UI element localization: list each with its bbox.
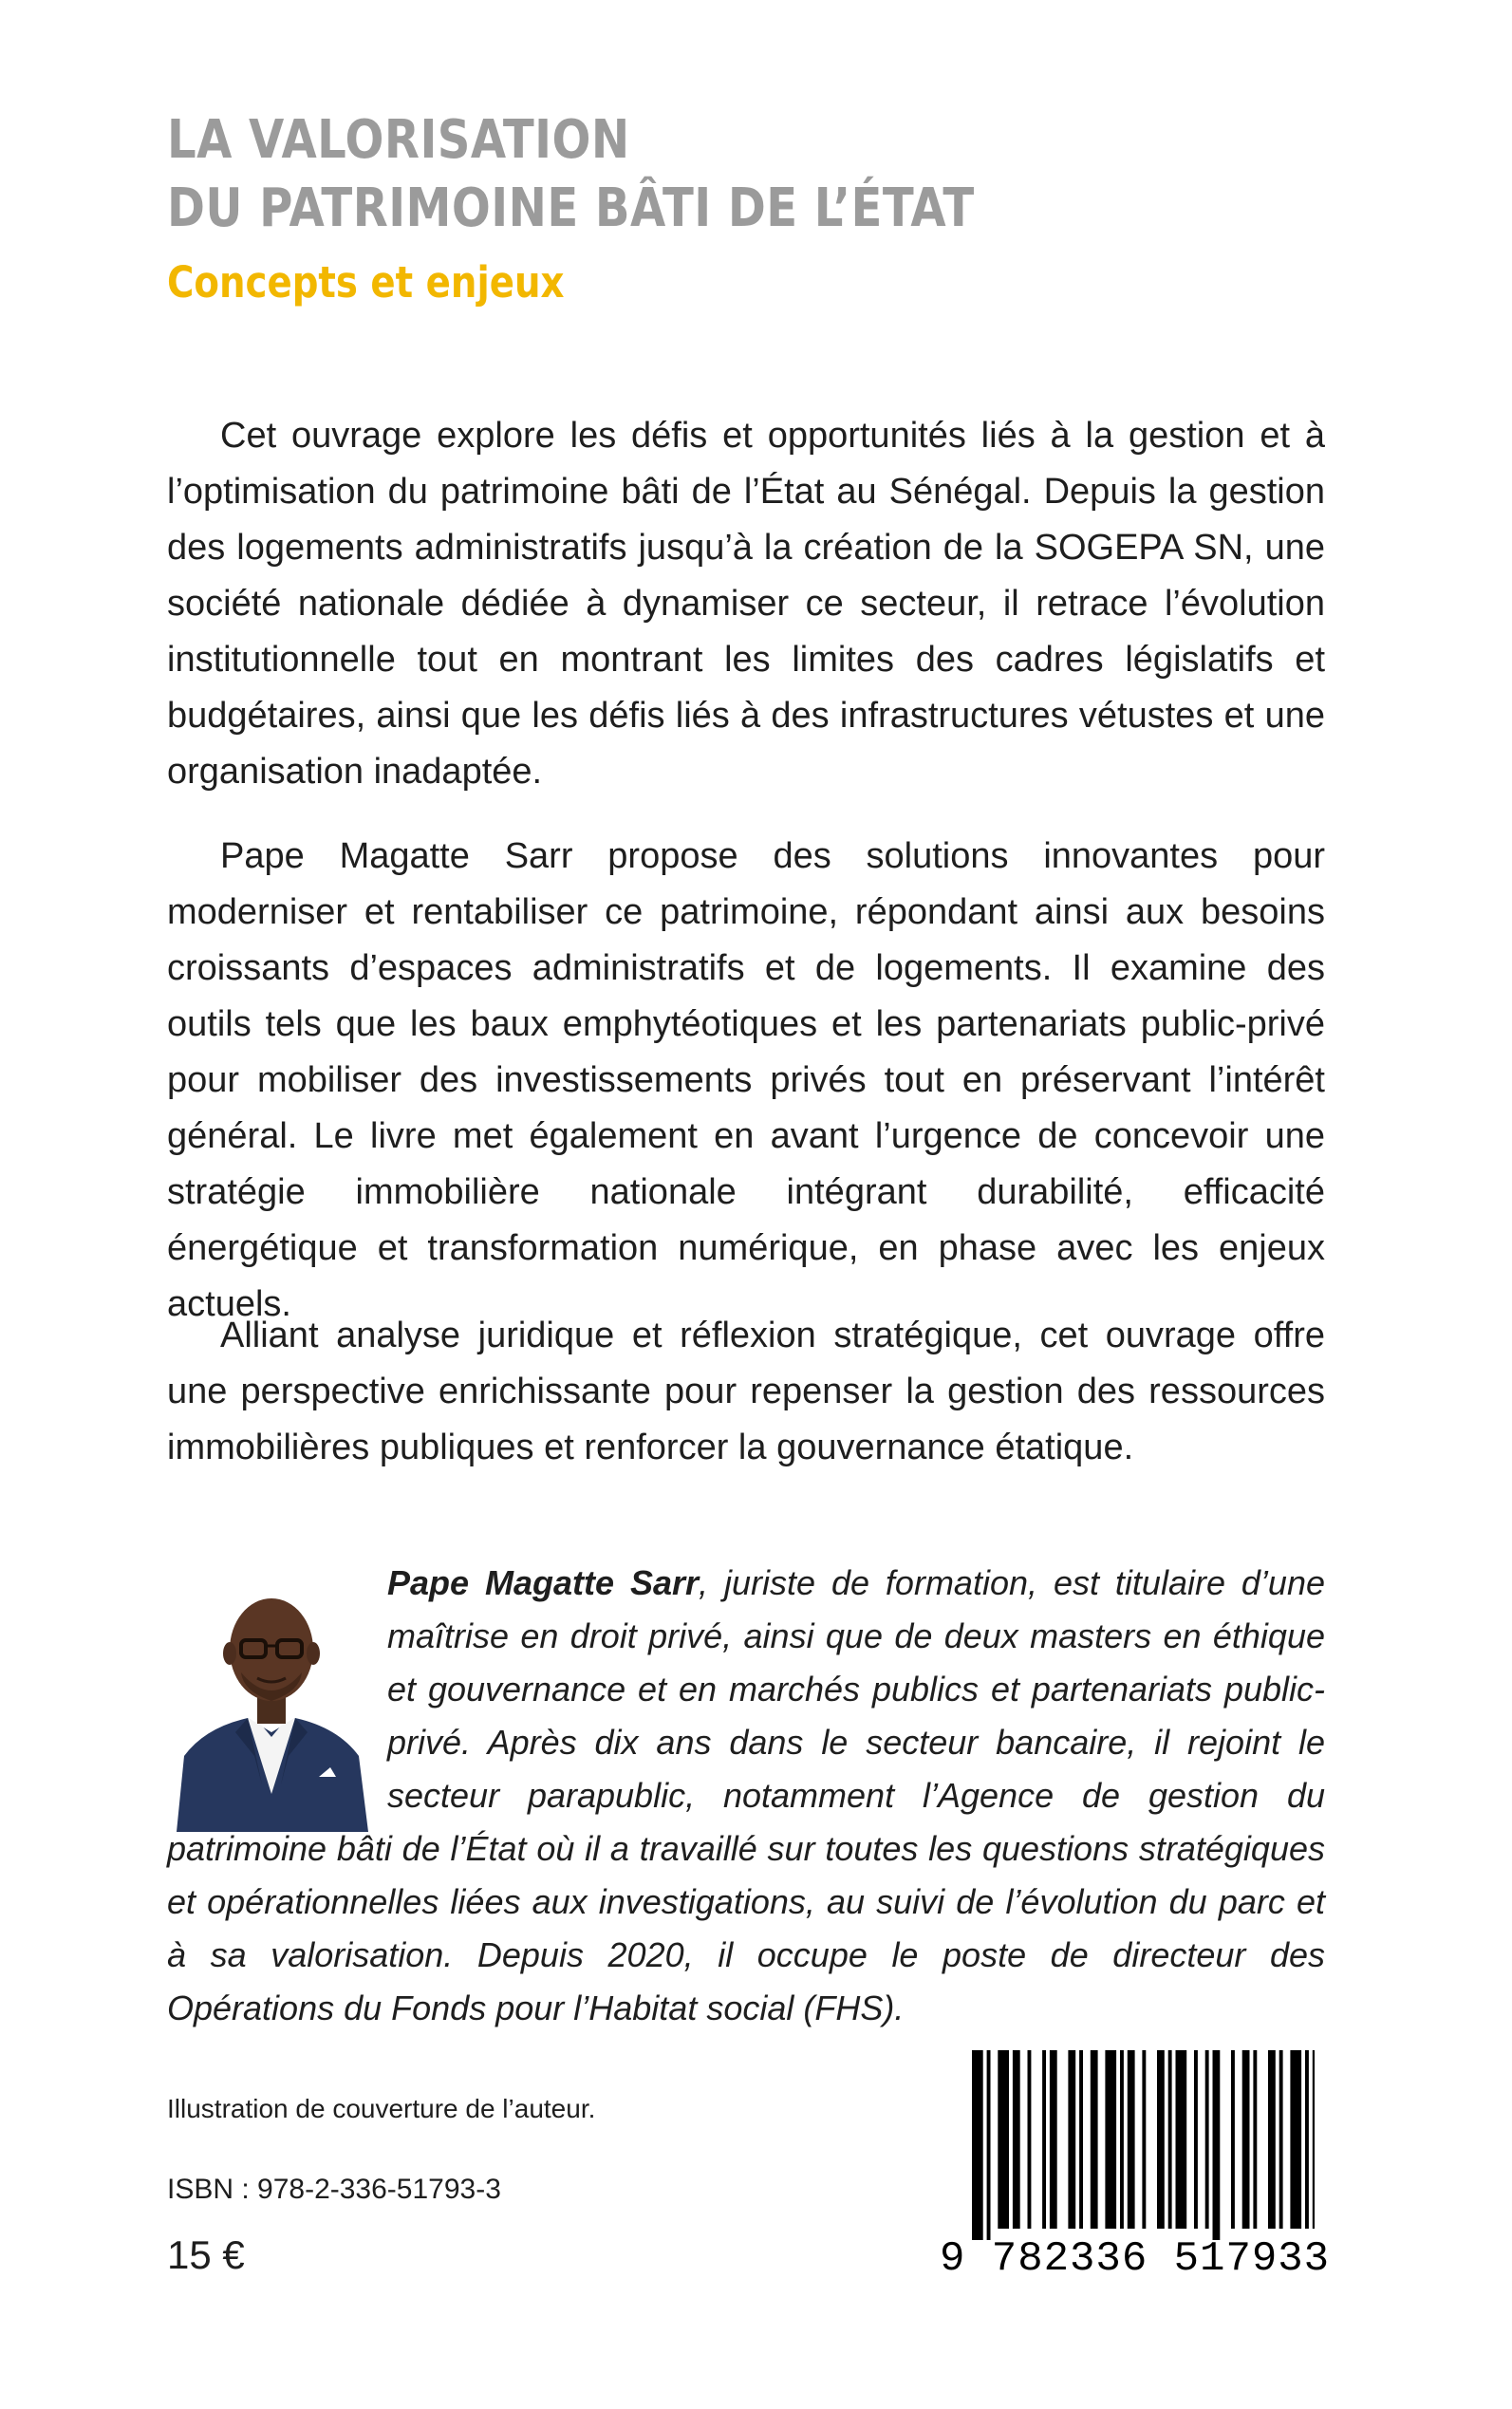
barcode-bar — [1290, 2050, 1301, 2229]
book-title-line-1: LA VALORISATION — [167, 109, 630, 171]
barcode-bar — [972, 2050, 983, 2240]
barcode-bar — [1213, 2050, 1221, 2240]
barcode-bar — [1128, 2050, 1135, 2229]
barcode-bar — [1079, 2050, 1083, 2229]
barcode-bar — [1042, 2050, 1046, 2229]
barcode-bar — [1068, 2050, 1075, 2229]
price: 15 € — [167, 2232, 245, 2277]
barcode-bar — [1313, 2050, 1315, 2229]
barcode-bar — [1205, 2050, 1209, 2229]
barcode-bar — [1013, 2050, 1020, 2229]
book-title-line-2: DU PATRIMOINE BÂTI DE L’ÉTAT — [167, 177, 975, 239]
barcode-bar — [1176, 2050, 1187, 2229]
barcode-bar — [1105, 2050, 1116, 2229]
summary-paragraph-3: Alliant analyse juridique et réflexion stratégique, cet ouvrage offre une perspective enrichissante pour repenser la gestion des ressources immobilières publiques et renforcer la gouvernance étatique. — [167, 1316, 1325, 1467]
barcode-bar — [1194, 2050, 1198, 2229]
barcode-bar — [1168, 2050, 1172, 2229]
barcode-bar — [1242, 2050, 1250, 2229]
barcode-bar — [1279, 2050, 1283, 2229]
author-bio-text: , juriste de formation, est titulaire d’une maîtrise en droit privé, ainsi que de deux masters en éthique et gouvernance et en marchés publics et partenariats public-privé. Après dix ans dans le secteur bancaire, il rejoint le secteur parapublic, notamment l’Agence de gestion du patrimoine bâti de l’État où il a travaillé sur toutes les questions stratégiques et opérationnelles liées aux investigations, au suivi de l’évolution du parc et à sa valorisation. Depuis 2020, il occupe le poste de directeur des Opérations du Fonds pour l’Habitat social (FHS). — [167, 1563, 1325, 2027]
barcode-bar — [1305, 2050, 1309, 2229]
book-subtitle: Concepts et enjeux — [167, 257, 565, 308]
summary-paragraph-1: Cet ouvrage explore les défis et opportunités liés à la gestion et à l’optimisation du patrimoine bâti de l’État au Sénégal. Depuis la gestion des logements administratifs jusqu’à la création de la SOGEPA SN, une société nationale dédiée à dynamiser ce secteur, il retrace l’évolution institutionnelle tout en montrant les limites des cadres législatifs et budgétaires, ainsi que les défis liés à des infrastructures vétustes et une organisation inadaptée. — [167, 416, 1325, 792]
barcode-bar — [1120, 2050, 1124, 2229]
author-name: Pape Magatte Sarr — [387, 1563, 700, 1602]
cover-credit: Illustration de couverture de l’auteur. — [167, 2094, 596, 2123]
barcode-bar — [1268, 2050, 1276, 2229]
barcode-bar — [1050, 2050, 1057, 2229]
book-title — [167, 106, 1147, 243]
author-bio — [167, 1557, 1325, 2035]
barcode-bar — [1231, 2050, 1235, 2229]
summary-paragraph-2: Pape Magatte Sarr propose des solutions innovantes pour moderniser et rentabiliser ce patrimoine, répondant ainsi aux besoins croissants d’espaces administratifs et de logements. Il examine des outils tels que les baux emphytéotiques et les partenariats public-privé pour mobiliser des investissements privés tout en préservant l’intérêt général. Le livre met également en avant l’urgence de concevoir une stratégie immobilière nationale intégrant durabilité, efficacité énergétique et transformation numérique, en phase avec les enjeux actuels. — [167, 836, 1325, 1324]
barcode-bar — [1142, 2050, 1146, 2229]
barcode-bar — [1091, 2050, 1098, 2229]
barcode-bar — [987, 2050, 991, 2240]
barcode-bar — [998, 2050, 1009, 2229]
barcode-digits: 9 782336 517933 — [940, 2235, 1331, 2283]
barcode-bar — [1157, 2050, 1165, 2229]
barcode-bar — [1028, 2050, 1032, 2229]
barcode-bar — [1253, 2050, 1257, 2229]
isbn: ISBN : 978-2-336-51793-3 — [167, 2174, 501, 2205]
